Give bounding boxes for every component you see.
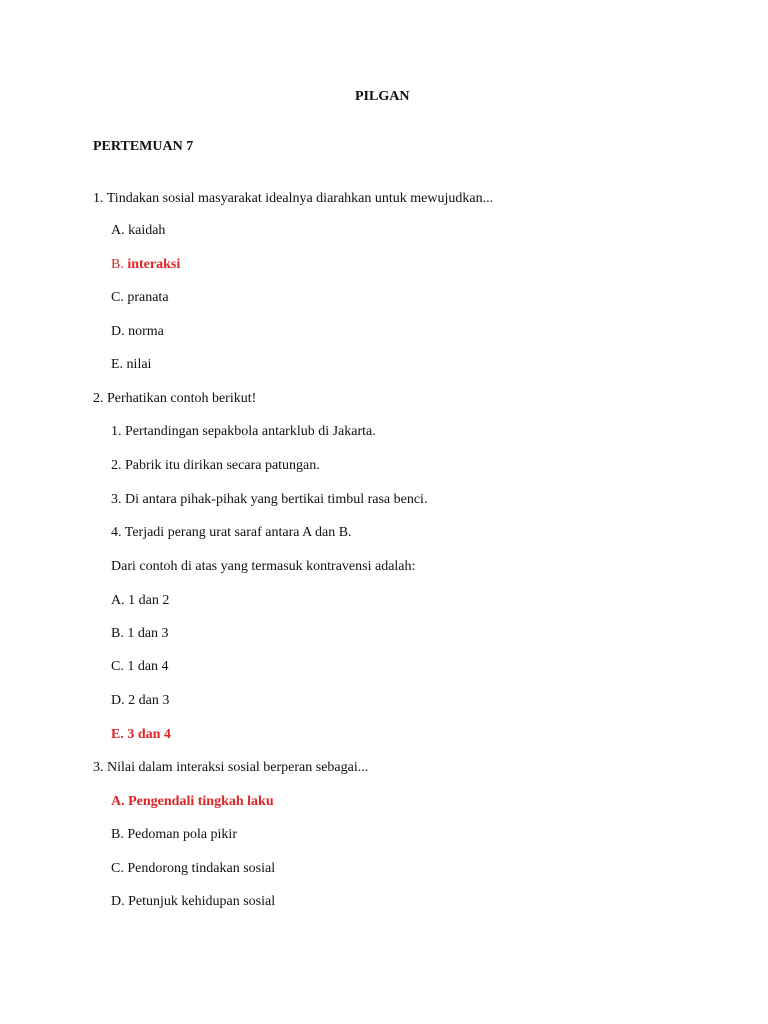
q2-example-1: 1. Pertandingan sepakbola antarklub di Jakarta. — [111, 424, 376, 439]
q2-example-3: 3. Di antara pihak-pihak yang bertikai timbul rasa benci. — [111, 492, 428, 507]
q2-prompt: Dari contoh di atas yang termasuk kontravensi adalah: — [111, 559, 416, 574]
question-3: 3. Nilai dalam interaksi sosial berperan sebagai... — [93, 760, 369, 775]
q1-option-a: A. kaidah — [111, 223, 166, 238]
question-1: 1. Tindakan sosial masyarakat idealnya diarahkan untuk mewujudkan... — [93, 191, 494, 206]
page-title: PILGAN — [355, 89, 410, 104]
q1-option-e: E. nilai — [111, 357, 152, 372]
q2-option-a: A. 1 dan 2 — [111, 593, 170, 608]
question-2: 2. Perhatikan contoh berikut! — [93, 391, 257, 406]
q2-option-e-answer: E. 3 dan 4 — [111, 727, 171, 742]
q1-option-c: C. pranata — [111, 290, 169, 305]
q3-option-c: C. Pendorong tindakan sosial — [111, 861, 276, 876]
q2-example-2: 2. Pabrik itu dirikan secara patungan. — [111, 458, 320, 473]
section-heading: PERTEMUAN 7 — [93, 139, 194, 154]
q1-option-b-answer — [111, 256, 180, 274]
q3-option-d: D. Petunjuk kehidupan sosial — [111, 894, 276, 909]
q2-option-c: C. 1 dan 4 — [111, 659, 169, 674]
q3-option-b: B. Pedoman pola pikir — [111, 827, 237, 842]
q2-option-d: D. 2 dan 3 — [111, 693, 170, 708]
q1-option-d: D. norma — [111, 324, 164, 339]
q2-option-b: B. 1 dan 3 — [111, 626, 169, 641]
q3-option-a-answer: A. Pengendali tingkah laku — [111, 794, 274, 809]
q1-option-b-text: interaksi — [127, 257, 181, 272]
q2-example-4: 4. Terjadi perang urat saraf antara A dan B. — [111, 525, 352, 540]
q1-option-b-letter: B. — [111, 257, 128, 272]
